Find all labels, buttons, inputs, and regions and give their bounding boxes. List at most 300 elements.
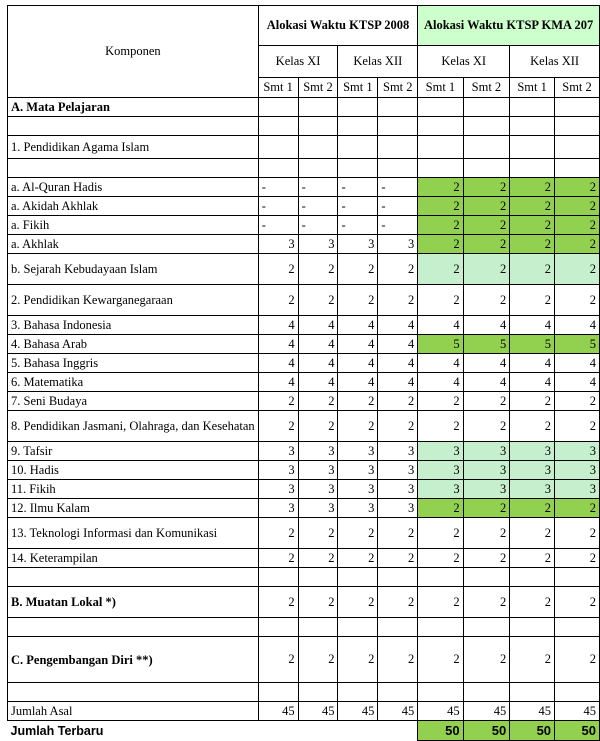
row-label: A. Mata Pelajaran (8, 98, 259, 117)
value-cell: 3 (510, 480, 555, 499)
table-row (8, 335, 600, 354)
value-cell: - (378, 197, 418, 216)
empty-cell (258, 98, 298, 117)
empty-cell (338, 136, 378, 159)
value-cell: 3 (338, 499, 378, 518)
empty-cell (418, 159, 463, 178)
value-cell: 2 (510, 549, 555, 568)
value-cell: 2 (418, 254, 463, 285)
value-cell: 2 (510, 499, 555, 518)
empty-cell (258, 568, 298, 587)
table-row (8, 178, 600, 197)
empty-cell (510, 117, 555, 136)
empty-cell (555, 618, 600, 637)
empty-cell (338, 159, 378, 178)
value-cell: 2 (555, 178, 600, 197)
row-label (8, 618, 259, 637)
smt-header: Smt 1 (418, 78, 463, 98)
value-cell: 3 (298, 442, 338, 461)
value-cell: 2 (510, 285, 555, 316)
table-row (8, 235, 600, 254)
empty-cell (463, 159, 510, 178)
value-cell: 2 (378, 392, 418, 411)
ktsp-kelas-xii-header: Kelas XII (338, 46, 418, 78)
row-label: a. Al-Quran Hadis (8, 178, 259, 197)
row-label (8, 117, 259, 136)
empty-cell (298, 568, 338, 587)
empty-cell (555, 117, 600, 136)
value-cell: 2 (510, 392, 555, 411)
table-row (8, 316, 600, 335)
value-cell: 2 (298, 392, 338, 411)
value-cell: 2 (298, 285, 338, 316)
empty-cell (298, 117, 338, 136)
row-label: 10. Hadis (8, 461, 259, 480)
value-cell: 45 (510, 702, 555, 721)
table-row (8, 285, 600, 316)
value-cell: 2 (418, 178, 463, 197)
empty-cell (555, 683, 600, 702)
value-cell: 3 (338, 480, 378, 499)
value-cell: 3 (338, 461, 378, 480)
value-cell: 4 (510, 373, 555, 392)
value-cell: 3 (418, 480, 463, 499)
empty-cell (510, 98, 555, 117)
value-cell: 2 (418, 587, 463, 618)
value-cell: 45 (298, 702, 338, 721)
value-cell: 2 (418, 518, 463, 549)
value-cell: 3 (258, 442, 298, 461)
value-cell: 2 (258, 254, 298, 285)
value-cell: 2 (298, 518, 338, 549)
value-cell: 3 (510, 461, 555, 480)
kma-kelas-xii-header: Kelas XII (510, 46, 600, 78)
value-cell: 2 (378, 285, 418, 316)
value-cell: 2 (463, 499, 510, 518)
value-cell: 5 (418, 335, 463, 354)
smt-header: Smt 1 (510, 78, 555, 98)
value-cell: 4 (258, 335, 298, 354)
row-label (8, 683, 259, 702)
value-cell: 2 (510, 518, 555, 549)
footer-total-cell: 50 (418, 721, 463, 741)
empty-cell (378, 683, 418, 702)
row-label: C. Pengembangan Diri **) (8, 637, 259, 683)
value-cell: 5 (555, 335, 600, 354)
table-row (8, 549, 600, 568)
value-cell: 4 (378, 316, 418, 335)
value-cell: 2 (555, 549, 600, 568)
value-cell: 45 (418, 702, 463, 721)
value-cell: 4 (463, 354, 510, 373)
value-cell: 2 (298, 549, 338, 568)
value-cell: 4 (418, 316, 463, 335)
value-cell: 2 (378, 518, 418, 549)
value-cell: 45 (258, 702, 298, 721)
empty-cell (338, 568, 378, 587)
value-cell: 2 (510, 235, 555, 254)
value-cell: 2 (258, 637, 298, 683)
kma-kelas-xi-header: Kelas XI (418, 46, 510, 78)
table-row (8, 117, 600, 136)
empty-cell (463, 618, 510, 637)
table-row (8, 373, 600, 392)
footer-total-cell: 50 (463, 721, 510, 741)
empty-cell (338, 618, 378, 637)
value-cell: 3 (378, 235, 418, 254)
empty-cell (510, 159, 555, 178)
table-row (8, 411, 600, 442)
value-cell: 3 (418, 442, 463, 461)
table-row (8, 254, 600, 285)
value-cell: 2 (510, 197, 555, 216)
value-cell: 2 (463, 411, 510, 442)
empty-cell (418, 98, 463, 117)
smt-header: Smt 2 (555, 78, 600, 98)
value-cell: 4 (463, 316, 510, 335)
value-cell: 2 (418, 235, 463, 254)
kma207-header: Alokasi Waktu KTSP KMA 207 (418, 6, 600, 46)
value-cell: 4 (378, 354, 418, 373)
value-cell: 2 (463, 254, 510, 285)
value-cell: 2 (555, 587, 600, 618)
value-cell: 4 (258, 354, 298, 373)
value-cell: 2 (555, 216, 600, 235)
empty-cell (298, 136, 338, 159)
value-cell: - (258, 197, 298, 216)
empty-cell (463, 136, 510, 159)
value-cell: 2 (463, 216, 510, 235)
value-cell: 4 (418, 354, 463, 373)
value-cell: 2 (378, 637, 418, 683)
value-cell: 2 (338, 392, 378, 411)
value-cell: 2 (258, 549, 298, 568)
value-cell: - (258, 216, 298, 235)
value-cell: 2 (555, 518, 600, 549)
smt-header: Smt 2 (463, 78, 510, 98)
allocation-table (7, 5, 600, 741)
value-cell: 3 (258, 461, 298, 480)
value-cell: 2 (555, 411, 600, 442)
row-label: 9. Tafsir (8, 442, 259, 461)
empty-cell (338, 683, 378, 702)
row-label: a. Akhlak (8, 235, 259, 254)
value-cell: - (258, 178, 298, 197)
value-cell: 4 (338, 373, 378, 392)
empty-cell (510, 683, 555, 702)
value-cell: 4 (298, 335, 338, 354)
value-cell: 3 (258, 235, 298, 254)
value-cell: 2 (418, 411, 463, 442)
empty-cell (298, 98, 338, 117)
value-cell: 4 (555, 316, 600, 335)
value-cell: 4 (555, 373, 600, 392)
value-cell: 2 (258, 518, 298, 549)
row-label: 2. Pendidikan Kewarganegaraan (8, 285, 259, 316)
value-cell: 3 (378, 461, 418, 480)
value-cell: 2 (510, 637, 555, 683)
smt-header: Smt 1 (258, 78, 298, 98)
empty-cell (418, 136, 463, 159)
value-cell: 3 (298, 461, 338, 480)
empty-cell (298, 618, 338, 637)
value-cell: 3 (555, 480, 600, 499)
empty-cell (463, 683, 510, 702)
value-cell: 2 (463, 235, 510, 254)
value-cell: 2 (418, 499, 463, 518)
value-cell: 3 (463, 442, 510, 461)
empty-cell (510, 618, 555, 637)
value-cell: 2 (555, 499, 600, 518)
table-row (8, 159, 600, 178)
value-cell: 3 (555, 461, 600, 480)
value-cell: 4 (298, 373, 338, 392)
ktsp2008-header: Alokasi Waktu KTSP 2008 (258, 6, 418, 46)
value-cell: 2 (298, 254, 338, 285)
value-cell: 2 (463, 392, 510, 411)
value-cell: 2 (510, 178, 555, 197)
value-cell: 3 (555, 442, 600, 461)
value-cell: 2 (378, 411, 418, 442)
value-cell: 2 (510, 216, 555, 235)
empty-cell (258, 117, 298, 136)
value-cell: 2 (418, 285, 463, 316)
value-cell: 2 (338, 411, 378, 442)
row-label (8, 568, 259, 587)
value-cell: 3 (258, 480, 298, 499)
footer-label: Jumlah Terbaru (10, 723, 104, 738)
value-cell: 45 (338, 702, 378, 721)
value-cell: 2 (338, 587, 378, 618)
table-row (8, 197, 600, 216)
value-cell: 3 (258, 499, 298, 518)
value-cell: 2 (510, 254, 555, 285)
value-cell: 2 (555, 197, 600, 216)
table-row (8, 499, 600, 518)
empty-cell (418, 618, 463, 637)
footer-total-cell: 50 (555, 721, 600, 741)
row-label: 4. Bahasa Arab (8, 335, 259, 354)
empty-cell (463, 568, 510, 587)
empty-cell (378, 618, 418, 637)
table-row (8, 587, 600, 618)
value-cell: - (338, 197, 378, 216)
empty-cell (378, 136, 418, 159)
value-cell: 2 (298, 587, 338, 618)
empty-cell (555, 159, 600, 178)
value-cell: 2 (258, 411, 298, 442)
komponen-header: Komponen (8, 6, 259, 98)
value-cell: 4 (258, 373, 298, 392)
empty-cell (298, 683, 338, 702)
value-cell: 3 (298, 235, 338, 254)
value-cell: - (338, 178, 378, 197)
value-cell: 2 (463, 637, 510, 683)
empty-cell (338, 117, 378, 136)
value-cell: 2 (418, 197, 463, 216)
value-cell: 2 (463, 587, 510, 618)
value-cell: 4 (510, 316, 555, 335)
table-row (8, 136, 600, 159)
row-label: 1. Pendidikan Agama Islam (8, 136, 259, 159)
value-cell: 2 (418, 392, 463, 411)
value-cell: 3 (298, 499, 338, 518)
value-cell: 2 (555, 235, 600, 254)
value-cell: 4 (338, 354, 378, 373)
value-cell: - (338, 216, 378, 235)
smt-header: Smt 2 (298, 78, 338, 98)
empty-cell (378, 159, 418, 178)
value-cell: 4 (555, 354, 600, 373)
value-cell: 2 (463, 178, 510, 197)
table-row (8, 702, 600, 721)
value-cell: 2 (555, 637, 600, 683)
value-cell: 2 (258, 587, 298, 618)
value-cell: 3 (378, 480, 418, 499)
value-cell: 4 (258, 316, 298, 335)
empty-cell (510, 568, 555, 587)
row-label: 8. Pendidikan Jasmani, Olahraga, dan Kesehatan (8, 411, 259, 442)
row-label: 6. Matematika (8, 373, 259, 392)
value-cell: 4 (418, 373, 463, 392)
row-label: 11. Fikih (8, 480, 259, 499)
empty-cell (258, 136, 298, 159)
value-cell: 4 (298, 316, 338, 335)
value-cell: 3 (338, 235, 378, 254)
table-row (8, 618, 600, 637)
value-cell: - (298, 178, 338, 197)
value-cell: 3 (418, 461, 463, 480)
empty-cell (258, 683, 298, 702)
value-cell: 4 (510, 354, 555, 373)
empty-cell (418, 117, 463, 136)
row-label: 14. Keterampilan (8, 549, 259, 568)
value-cell: 2 (463, 518, 510, 549)
row-label: Jumlah Asal (8, 702, 259, 721)
table-row (8, 442, 600, 461)
value-cell: 2 (338, 518, 378, 549)
value-cell: 2 (510, 411, 555, 442)
table-row (8, 98, 600, 117)
value-cell: 2 (338, 285, 378, 316)
value-cell: 4 (463, 373, 510, 392)
value-cell: 45 (378, 702, 418, 721)
value-cell: 4 (298, 354, 338, 373)
value-cell: 45 (555, 702, 600, 721)
value-cell: 4 (338, 335, 378, 354)
value-cell: 2 (510, 587, 555, 618)
empty-cell (258, 159, 298, 178)
value-cell: 3 (463, 461, 510, 480)
row-label: a. Fikih (8, 216, 259, 235)
table-row (8, 518, 600, 549)
table-row (8, 637, 600, 683)
value-cell: 2 (463, 197, 510, 216)
value-cell: 4 (378, 373, 418, 392)
value-cell: 2 (555, 285, 600, 316)
empty-cell (555, 98, 600, 117)
value-cell: 2 (378, 587, 418, 618)
value-cell: 2 (463, 285, 510, 316)
value-cell: 2 (338, 254, 378, 285)
value-cell: - (298, 197, 338, 216)
empty-cell (463, 98, 510, 117)
empty-cell (338, 98, 378, 117)
value-cell: - (378, 216, 418, 235)
value-cell: 2 (555, 392, 600, 411)
value-cell: 3 (510, 442, 555, 461)
smt-header: Smt 1 (338, 78, 378, 98)
row-label (8, 159, 259, 178)
value-cell: 2 (258, 285, 298, 316)
row-label: 7. Seni Budaya (8, 392, 259, 411)
value-cell: - (378, 178, 418, 197)
value-cell: 2 (258, 392, 298, 411)
value-cell: 2 (338, 637, 378, 683)
value-cell: 45 (463, 702, 510, 721)
value-cell: 2 (418, 216, 463, 235)
value-cell: 5 (510, 335, 555, 354)
empty-cell (298, 159, 338, 178)
value-cell: 3 (378, 442, 418, 461)
value-cell: 2 (463, 549, 510, 568)
row-label: B. Muatan Lokal *) (8, 587, 259, 618)
empty-cell (258, 618, 298, 637)
value-cell: 2 (338, 549, 378, 568)
row-label: 12. Ilmu Kalam (8, 499, 259, 518)
value-cell: 2 (378, 549, 418, 568)
empty-cell (510, 136, 555, 159)
empty-cell (555, 136, 600, 159)
empty-cell (418, 683, 463, 702)
table-row (8, 216, 600, 235)
value-cell: 4 (338, 316, 378, 335)
row-label: 3. Bahasa Indonesia (8, 316, 259, 335)
value-cell: 5 (463, 335, 510, 354)
value-cell: 3 (378, 499, 418, 518)
value-cell: 2 (555, 254, 600, 285)
table-row (8, 568, 600, 587)
value-cell: 3 (463, 480, 510, 499)
smt-header: Smt 2 (378, 78, 418, 98)
value-cell: - (298, 216, 338, 235)
empty-cell (378, 568, 418, 587)
table-row (8, 461, 600, 480)
row-label: 5. Bahasa Inggris (8, 354, 259, 373)
value-cell: 3 (338, 442, 378, 461)
table-row (8, 392, 600, 411)
row-label: a. Akidah Akhlak (8, 197, 259, 216)
value-cell: 4 (378, 335, 418, 354)
empty-cell (555, 568, 600, 587)
row-label: 13. Teknologi Informasi dan Komunikasi (8, 518, 259, 549)
value-cell: 2 (298, 637, 338, 683)
empty-cell (378, 117, 418, 136)
value-cell: 2 (378, 254, 418, 285)
value-cell: 3 (298, 480, 338, 499)
footer-total-cell: 50 (510, 721, 555, 741)
row-label: b. Sejarah Kebudayaan Islam (8, 254, 259, 285)
table-row (8, 354, 600, 373)
value-cell: 2 (418, 549, 463, 568)
empty-cell (463, 117, 510, 136)
value-cell: 2 (298, 411, 338, 442)
table-row (8, 480, 600, 499)
ktsp-kelas-xi-header: Kelas XI (258, 46, 338, 78)
empty-cell (418, 568, 463, 587)
value-cell: 2 (418, 637, 463, 683)
table-row (8, 683, 600, 702)
